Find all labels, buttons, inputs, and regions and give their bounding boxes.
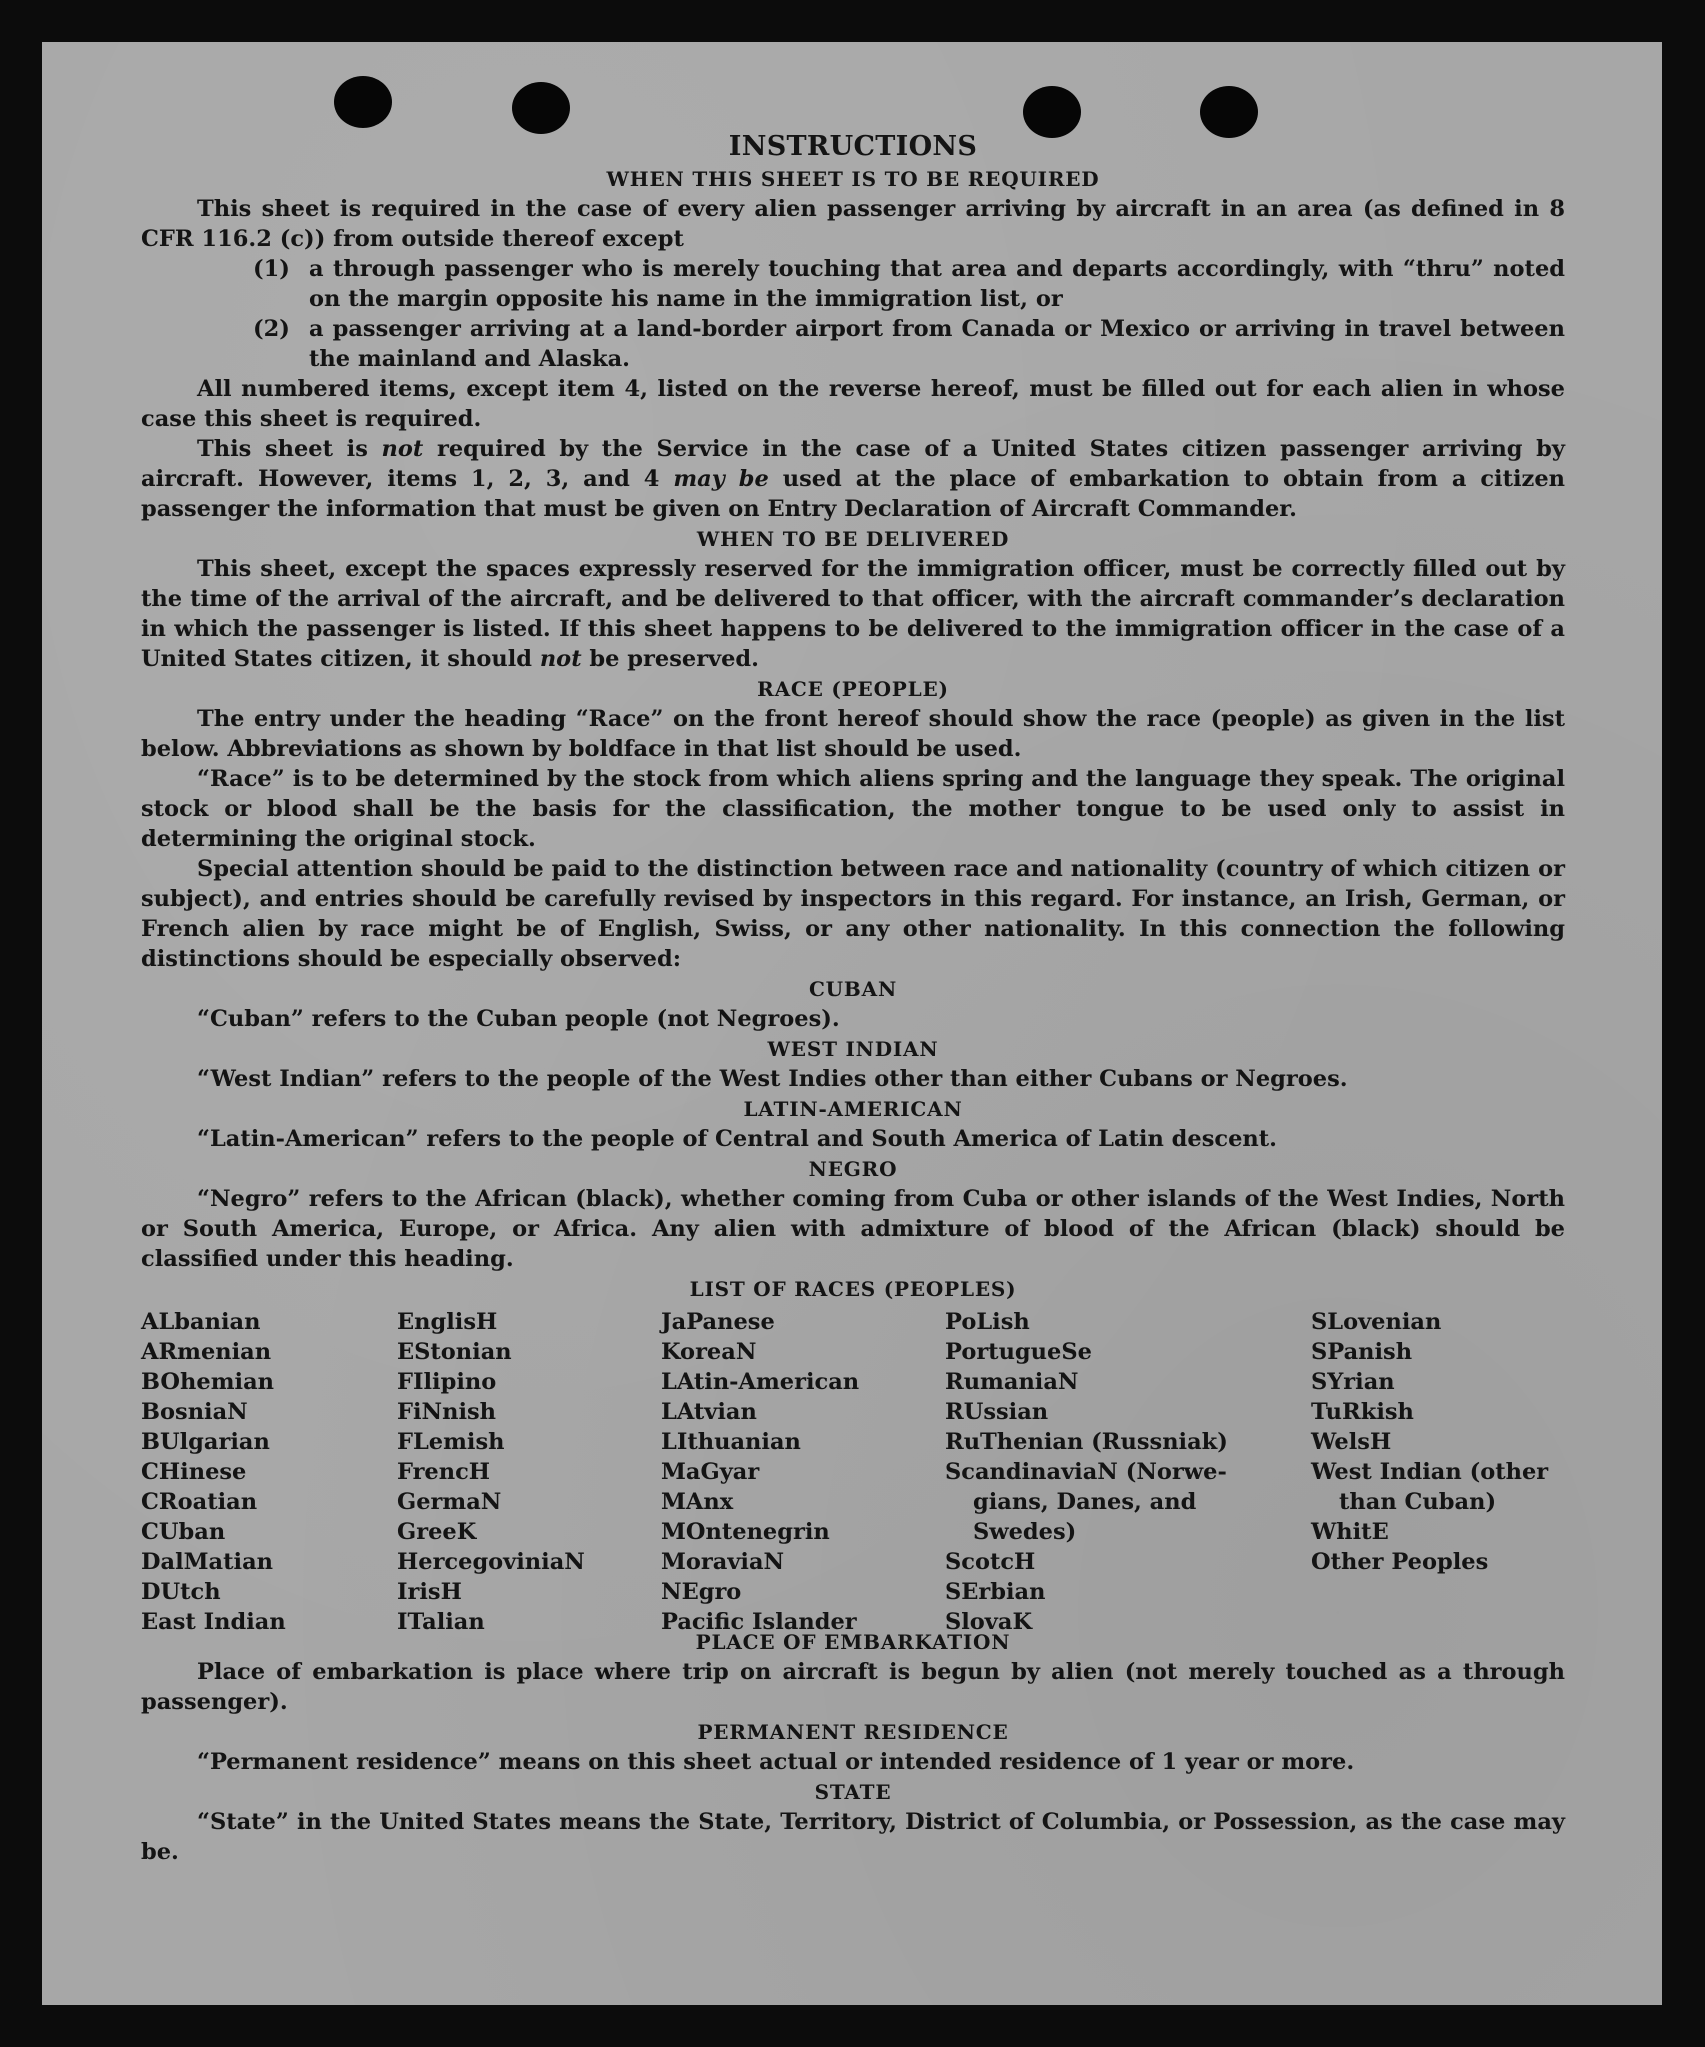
race-entry: ITalian [397,1609,485,1635]
race-entry: SlovaK [945,1609,1033,1635]
race-entry: MoraviaN [661,1549,785,1575]
delivered-text-b: be preserved. [581,646,760,672]
race-entry: CRoatian [141,1489,258,1515]
state-text: “State” in the United States means the State, Territory, District of Columbia, or Possession, as the case may be. [141,1809,1565,1865]
race-entry: SLovenian [1311,1309,1442,1335]
races-column-3 [661,1307,859,1637]
race-entry: WelsH [1311,1429,1392,1455]
citizen-text-a: This sheet is [197,436,382,462]
delivered-text-a: This sheet, except the spaces expressly reserved for the immigration officer, must be correctly filled out by the time of the arrival of the aircraft, and be delivered to that officer, with the aircraft commander’s declaration in which the passenger is listed. If this sheet happens to be delivered to the immigration officer in the case of a United States citizen, it should [141,556,1565,672]
exception-text: a passenger arriving at a land-border airport from Canada or Mexico or arriving in travel between the mainland and Alaska. [309,316,1565,372]
citizen-text-c: used at the place of embarkation to obtain from a citizen passenger the information that must be given on Entry Declaration of Aircraft Commander. [141,466,1565,522]
race-entry: WhitE [1311,1519,1389,1545]
race-entry: EStonian [397,1339,512,1365]
document-sheet [42,42,1662,2005]
race-entry: PortugueSe [945,1339,1092,1365]
race-entry: SErbian [945,1579,1046,1605]
punch-hole [334,76,392,128]
section-heading-embarkation: PLACE OF EMBARKATION [695,1630,1011,1654]
instructions-content [141,130,1565,1867]
races-column-1 [141,1307,286,1637]
races-column-4 [945,1307,1228,1637]
citizen-text-may: may be [673,466,769,492]
race-entry: BosniaN [141,1399,248,1425]
section-heading-list-of-races: LIST OF RACES (PEOPLES) [689,1277,1017,1301]
exception-number: (2) [253,316,290,342]
required-intro: This sheet is required in the case of every alien passenger arriving by aircraft in an area (as defined in 8 CFR 116.2 (c)) from outside thereof except [141,196,1565,252]
race-entry: ALbanian [141,1309,261,1335]
race-entry: FIlipino [397,1369,497,1395]
race-entry: FrencH [397,1459,491,1485]
citizen-text-b: required by the Service in the case of a United States citizen passenger arriving by aircraft. However, items 1, 2, 3, and 4 [141,436,1565,492]
race-entry: JaPanese [661,1309,775,1335]
race-entry: SPanish [1311,1339,1413,1365]
race-entry: GreeK [397,1519,477,1545]
section-heading-required: WHEN THIS SHEET IS TO BE REQUIRED [606,167,1100,191]
race-entry: TuRkish [1311,1399,1414,1425]
race-entry: IrisH [397,1579,462,1605]
race-entry: BOhemian [141,1369,275,1395]
race-entry: ScotcH [945,1549,1036,1575]
exception-item-2 [253,314,1565,374]
delivered-paragraph [141,554,1565,674]
race-entry: NEgro [661,1579,742,1605]
race-entry: SYrian [1311,1369,1395,1395]
race-entry: DUtch [141,1579,221,1605]
race-entry: Other Peoples [1311,1549,1489,1575]
race-entry: CHinese [141,1459,247,1485]
races-column-2 [397,1307,585,1637]
exception-item-1 [253,254,1565,314]
race-entry: BUlgarian [141,1429,270,1455]
race-entry: West Indian (other [1311,1459,1549,1485]
race-entry: LAtin-American [661,1369,860,1395]
race-paragraph-3: Special attention should be paid to the distinction between race and nationality (country of which citizen or subject), and entries should be carefully revised by inspectors in this regard. For instance, an Irish, German, or French alien by race might be of English, Swiss, or any other nationality. In this connection the following distinctions should be especially observed: [141,856,1565,972]
race-entry: PoLish [945,1309,1030,1335]
race-entry: LIthuanian [661,1429,801,1455]
section-heading-latin-american: LATIN-AMERICAN [743,1097,963,1121]
section-heading-cuban: CUBAN [808,977,898,1001]
punch-hole [512,82,570,134]
section-heading-negro: NEGRO [808,1157,898,1181]
race-entry: RumaniaN [945,1369,1079,1395]
race-entry: CUban [141,1519,226,1545]
section-heading-west-indian: WEST INDIAN [767,1037,939,1061]
race-entry: HercegoviniaN [397,1549,585,1575]
exception-text: a through passenger who is merely touching that area and departs accordingly, with “thru” noted on the margin opposite his name in the immigration list, or [309,256,1565,312]
race-entry: ScandinaviaN (Norwe- [945,1459,1227,1485]
cuban-text: “Cuban” refers to the Cuban people (not Negroes). [197,1006,840,1032]
race-entry: MAnx [661,1489,734,1515]
residence-text: “Permanent residence” means on this sheet actual or intended residence of 1 year or more. [197,1749,1355,1775]
section-heading-delivered: WHEN TO BE DELIVERED [696,527,1010,551]
race-entry: ARmenian [141,1339,272,1365]
page-title: INSTRUCTIONS [728,131,978,162]
race-entry: RUssian [945,1399,1049,1425]
race-entry: than Cuban) [1339,1489,1497,1515]
race-paragraph-1: The entry under the heading “Race” on the front hereof should show the race (people) as given in the list below. Abbreviations as shown by boldface in that list should be used. [141,706,1565,762]
race-entry: EnglisH [397,1309,498,1335]
race-paragraph-2: “Race” is to be determined by the stock from which aliens spring and the language they speak. The original stock or blood shall be the basis for the classification, the mother tongue to be used only to assist in determining the original stock. [141,766,1565,852]
embarkation-text: Place of embarkation is place where trip on aircraft is begun by alien (not merely touched as a through passenger). [141,1659,1565,1715]
race-entry: GermaN [397,1489,502,1515]
race-entry: DalMatian [141,1549,274,1575]
race-entry: Swedes) [973,1519,1077,1545]
race-entry: MOntenegrin [661,1519,830,1545]
section-heading-residence: PERMANENT RESIDENCE [697,1720,1009,1744]
race-entry: East Indian [141,1609,286,1635]
race-entry: Pacific Islander [661,1609,857,1635]
race-entry: KoreaN [661,1339,757,1365]
section-heading-state: STATE [814,1780,892,1804]
latin-american-text: “Latin-American” refers to the people of Central and South America of Latin descent. [197,1126,1277,1152]
races-column-5 [1311,1307,1548,1577]
negro-text: “Negro” refers to the African (black), whether coming from Cuba or other islands of the West Indies, North or South America, Europe, or Africa. Any alien with admixture of blood of the African (black) should be classified under this heading. [141,1186,1565,1272]
exception-number: (1) [253,256,290,282]
citizen-paragraph [141,434,1565,524]
numbered-items-paragraph: All numbered items, except item 4, listed on the reverse hereof, must be filled out for each alien in whose case this sheet is required. [141,376,1565,432]
race-entry: MaGyar [661,1459,760,1485]
delivered-text-not: not [539,646,582,672]
section-heading-race: RACE (PEOPLE) [757,677,949,701]
race-entry: LAtvian [661,1399,757,1425]
races-list [141,1307,1565,1635]
race-entry: RuThenian (Russniak) [945,1429,1228,1455]
race-entry: FiNnish [397,1399,497,1425]
citizen-text-not: not [381,436,424,462]
race-entry: FLemish [397,1429,505,1455]
race-entry: gians, Danes, and [973,1489,1197,1515]
west-indian-text: “West Indian” refers to the people of the West Indies other than either Cubans or Negroes. [197,1066,1348,1092]
